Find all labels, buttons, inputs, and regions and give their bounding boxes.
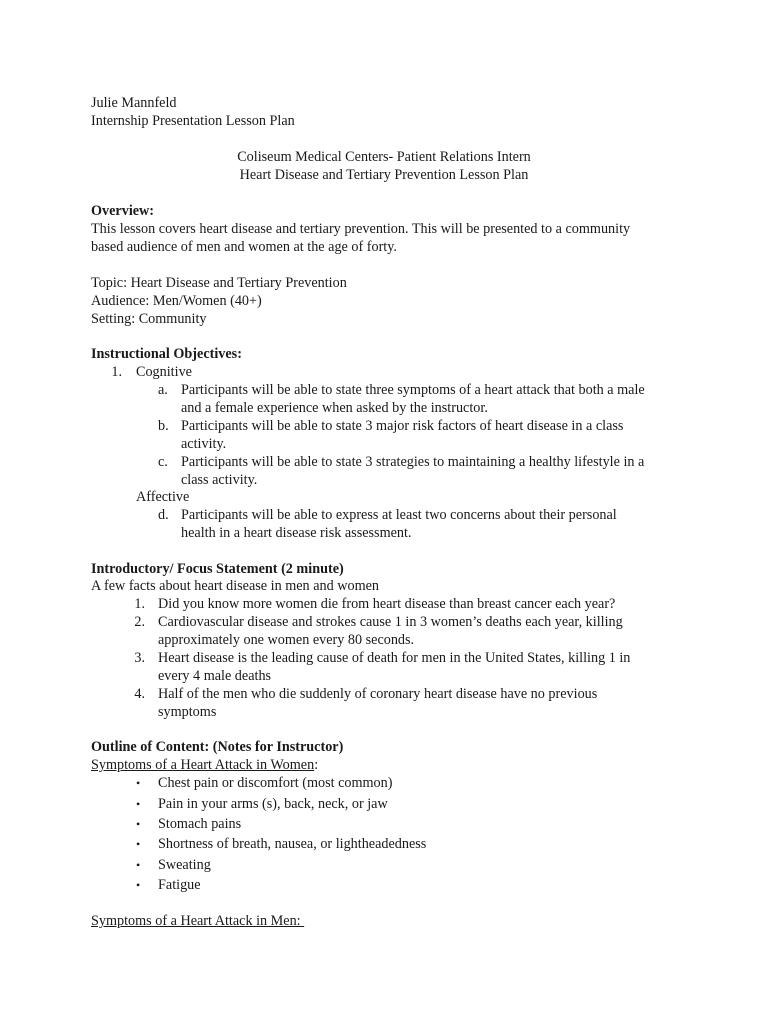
list-marker: a. (158, 382, 168, 398)
list-number: 3. (134, 650, 145, 666)
list-item: Pain in your arms (s), back, neck, or jaw (158, 796, 388, 812)
cognitive-label: Cognitive (136, 364, 192, 380)
organization-line: Coliseum Medical Centers- Patient Relations Intern (237, 149, 531, 165)
objective-text-line: activity. (181, 436, 227, 452)
author-name: Julie Mannfeld (91, 95, 177, 111)
bullet-icon: • (136, 837, 141, 851)
fact-text-line: Cardiovascular disease and strokes cause 1 in 3 women’s deaths each year, killing (158, 614, 623, 630)
women-symptoms-title: Symptoms of a Heart Attack in Women (91, 757, 315, 773)
men-symptoms-heading: Symptoms of a Heart Attack in Men: (91, 913, 305, 929)
topic-line: Topic: Heart Disease and Tertiary Prevention (91, 275, 347, 291)
list-item: Stomach pains (158, 816, 242, 832)
objective-text-line: Participants will be able to state 3 strategies to maintaining a healthy lifestyle in a (181, 454, 645, 470)
fact-text-line: every 4 male deaths (158, 668, 272, 684)
affective-label: Affective (136, 489, 190, 505)
setting-line: Setting: Community (91, 311, 207, 327)
fact-text-line: Half of the men who die suddenly of coronary heart disease have no previous (158, 686, 598, 702)
list-number: 4. (134, 686, 145, 702)
bullet-icon: • (136, 817, 141, 831)
document-title: Internship Presentation Lesson Plan (91, 113, 295, 129)
overview-text-line: This lesson covers heart disease and tertiary prevention. This will be presented to a community (91, 221, 631, 237)
bullet-icon: • (136, 797, 141, 811)
fact-text-line: symptoms (158, 704, 217, 720)
objective-text-line: health in a heart disease risk assessment. (181, 525, 412, 541)
bullet-icon: • (136, 878, 141, 892)
list-item: Shortness of breath, nausea, or lightheadedness (158, 836, 427, 852)
list-number: 1. (111, 364, 122, 380)
list-item: Chest pain or discomfort (most common) (158, 775, 393, 791)
bullet-icon: • (136, 858, 141, 872)
women-symptoms-heading (91, 756, 318, 774)
intro-heading: Introductory/ Focus Statement (2 minute) (91, 561, 344, 577)
list-number: 2. (134, 614, 145, 630)
audience-line: Audience: Men/Women (40+) (91, 293, 262, 309)
objective-text-line: class activity. (181, 472, 258, 488)
fact-text-line: Heart disease is the leading cause of death for men in the United States, killing 1 in (158, 650, 631, 666)
overview-text-line: based audience of men and women at the age of forty. (91, 239, 397, 255)
objective-text-line: and a female experience when asked by the instructor. (181, 400, 488, 416)
objectives-heading: Instructional Objectives: (91, 346, 242, 362)
plan-title: Heart Disease and Tertiary Prevention Lesson Plan (239, 167, 529, 183)
objective-text-line: Participants will be able to state 3 major risk factors of heart disease in a class (181, 418, 624, 434)
objective-text-line: Participants will be able to express at least two concerns about their personal (181, 507, 617, 523)
list-marker: d. (158, 507, 169, 523)
list-item: Sweating (158, 857, 211, 873)
overview-heading: Overview: (91, 203, 155, 219)
list-item: Fatigue (158, 877, 201, 893)
list-marker: b. (158, 418, 169, 434)
list-marker: c. (158, 454, 168, 470)
intro-lead: A few facts about heart disease in men and women (91, 578, 379, 594)
objective-text-line: Participants will be able to state three symptoms of a heart attack that both a male (181, 382, 645, 398)
list-number: 1. (134, 596, 145, 612)
outline-heading: Outline of Content: (Notes for Instructor) (91, 739, 344, 755)
fact-text-line: approximately one women every 80 seconds. (158, 632, 415, 648)
heading-colon: : (314, 757, 319, 773)
fact-text-line: Did you know more women die from heart disease than breast cancer each year? (158, 596, 616, 612)
bullet-icon: • (136, 776, 141, 790)
